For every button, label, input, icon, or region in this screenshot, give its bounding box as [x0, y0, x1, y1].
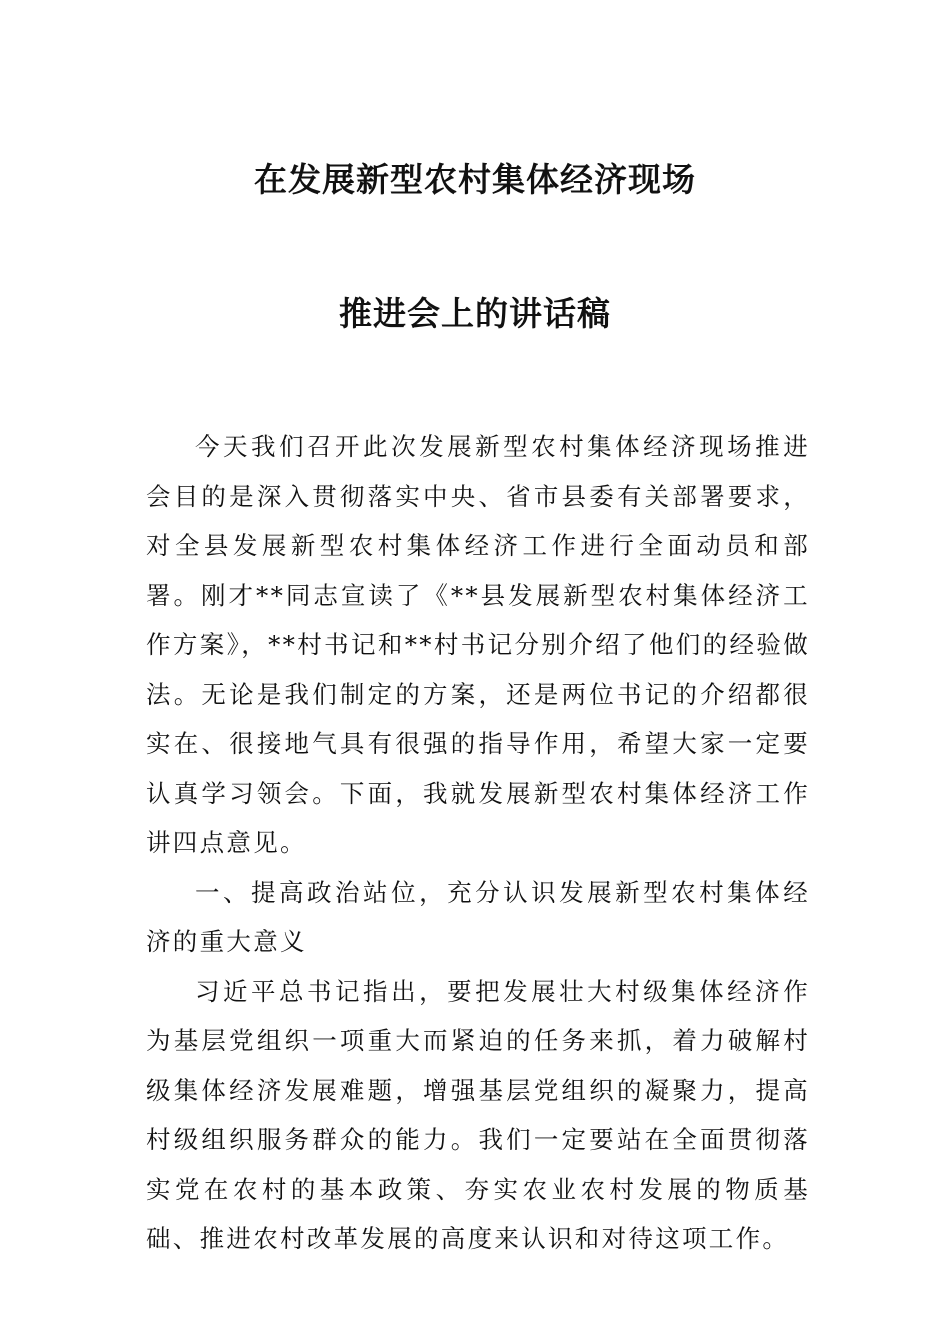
section-heading-1: 一、提高政治站位，充分认识发展新型农村集体经济的重大意义 — [146, 877, 810, 956]
paragraph-intro: 今天我们召开此次发展新型农村集体经济现场推进会目的是深入贯彻落实中央、省市县委有关部署要求，对全县发展新型农村集体经济工作进行全面动员和部署。刚才**同志宣读了《**县发展新型农村集体经济工作方案》，**村书记和**村书记分别介绍了他们的经验做法。无论是我们制定的方案，还是两位书记的介绍都很实在、很接地气具有很强的指导作用，希望大家一定要认真学习领会。下面，我就发展新型农村集体经济工作讲四点意见。 — [146, 432, 810, 857]
title-line-1: 在发展新型农村集体经济现场 — [254, 160, 696, 199]
paragraph-section-1: 习近平总书记指出，要把发展壮大村级集体经济作为基层党组织一项重大而紧迫的任务来抓，着力破解村级集体经济发展难题，增强基层党组织的凝聚力，提高村级组织服务群众的能力。我们一定要站在全面贯彻落实党在农村的基本政策、夯实农业农村发展的物质基础、推进农村改革发展的高度来认识和对待这项工作。 — [146, 976, 810, 1253]
title-line-2: 推进会上的讲话稿 — [339, 294, 611, 333]
document-body — [146, 422, 810, 1264]
